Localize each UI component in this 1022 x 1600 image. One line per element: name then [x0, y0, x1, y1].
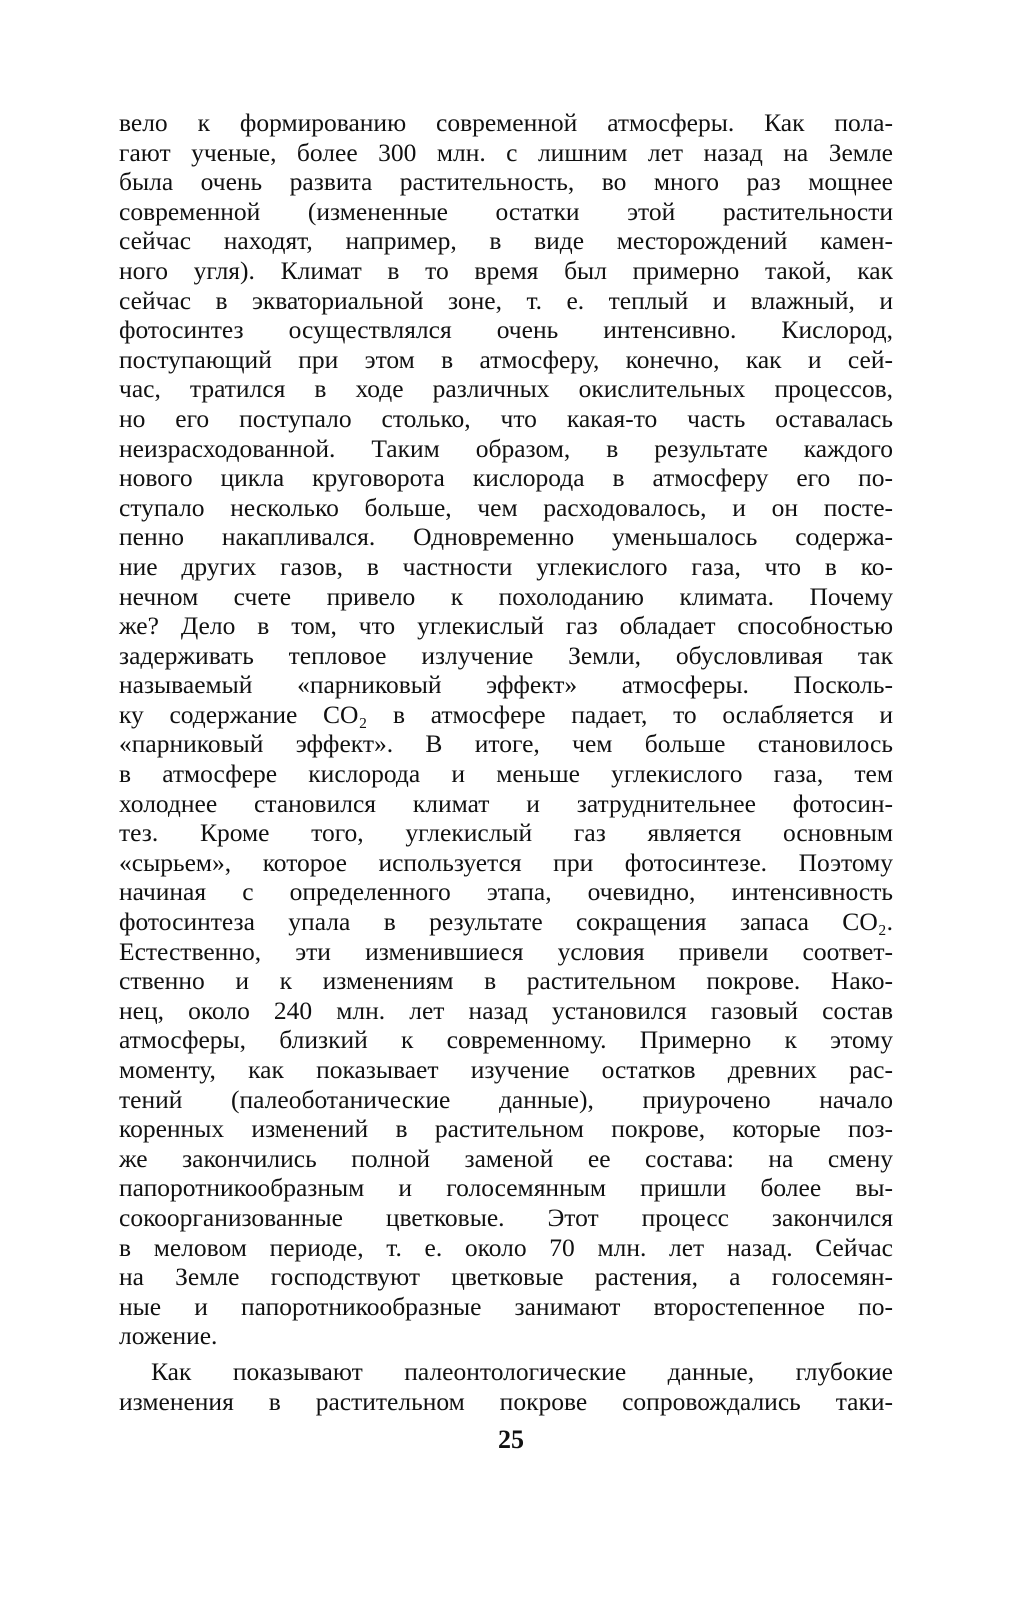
text-line: ступало несколько больше, чем расходовалось, и он посте-	[119, 492, 893, 522]
text-line: в меловом периоде, т. е. около 70 млн. лет назад. Сейчас	[119, 1232, 893, 1262]
text-line: же? Дело в том, что углекислый газ обладает способностью	[119, 611, 893, 641]
text-line: тений (палеоботанические данные), приурочено начало	[119, 1084, 893, 1114]
text-line: нечном счете привело к похолоданию климата. Почему	[119, 581, 893, 611]
text-line: коренных изменений в растительном покрове, которые поз-	[119, 1114, 893, 1144]
text-line: вело к формированию современной атмосферы. Как пола-	[119, 108, 893, 137]
text-line: «парниковый эффект». В итоге, чем больше становилось	[119, 729, 893, 759]
text-line: ные и папоротникообразные занимают второстепенное по-	[119, 1291, 893, 1321]
text-line: нец, около 240 млн. лет назад установился газовый состав	[119, 995, 893, 1025]
text-line: сейчас в экваториальной зоне, т. е. теплый и влажный, и	[119, 285, 893, 315]
text-line: холоднее становился климат и затруднительнее фотосин-	[119, 788, 893, 818]
text-line: ние других газов, в частности углекислого газа, что в ко-	[119, 551, 893, 581]
text-line: сейчас находят, например, в виде месторождений камен-	[119, 226, 893, 256]
text-line: Как показывают палеонтологические данные, глубокие	[151, 1356, 893, 1386]
text-line: называемый «парниковый эффект» атмосферы. Посколь-	[119, 670, 893, 700]
text-line: гают ученые, более 300 млн. с лишним лет назад на Земле	[119, 137, 893, 167]
text-line: нового цикла круговорота кислорода в атмосферу его по-	[119, 463, 893, 493]
text-line: фотосинтез осуществлялся очень интенсивно. Кислород,	[119, 315, 893, 345]
text-line: задерживать тепловое излучение Земли, обусловливая так	[119, 640, 893, 670]
text-line: ственно и к изменениям в растительном покрове. Нако-	[119, 966, 893, 996]
text-line: на Земле господствуют цветковые растения, а голосемян-	[119, 1262, 893, 1292]
text-line: неизрасходованной. Таким образом, в результате каждого	[119, 433, 893, 463]
text-line: изменения в растительном покрове сопровождались таки-	[119, 1386, 893, 1416]
text-line: в атмосфере кислорода и меньше углекислого газа, тем	[119, 759, 893, 789]
text-line: поступающий при этом в атмосферу, конечно, как и сей-	[119, 344, 893, 374]
body-text	[119, 108, 893, 1416]
text-line: моменту, как показывает изучение остатков древних рас-	[119, 1055, 893, 1084]
text-line: тез. Кроме того, углекислый газ является основным	[119, 818, 893, 848]
paragraph-2	[119, 1357, 893, 1416]
text-line: пенно накапливался. Одновременно уменьшалось содержа-	[119, 522, 893, 552]
text-line: сокоорганизованные цветковые. Этот процесс закончился	[119, 1202, 893, 1232]
text-line: ку содержание CO₂ в атмосфере падает, то ослабляется и	[119, 699, 893, 729]
text-line: Естественно, эти изменившиеся условия привели соответ-	[119, 936, 893, 966]
text-line: была очень развита растительность, во много раз мощнее	[119, 167, 893, 197]
text-line: но его поступало столько, что какая-то часть оставалась	[119, 403, 893, 433]
text-line: атмосферы, близкий к современному. Примерно к этому	[119, 1025, 893, 1055]
text-line: современной (измененные остатки этой растительности	[119, 196, 893, 226]
text-line: же закончились полной заменой ее состава: на смену	[119, 1143, 893, 1173]
page-number: 25	[498, 1425, 524, 1454]
text-line: ложение.	[119, 1321, 218, 1351]
text-line: фотосинтеза упала в результате сокращения запаса CO₂.	[119, 907, 893, 937]
text-line: начиная с определенного этапа, очевидно, интенсивность	[119, 877, 893, 907]
text-line: папоротникообразным и голосемянным пришли более вы-	[119, 1173, 893, 1203]
paragraph-1	[119, 108, 893, 1351]
text-line: «сырьем», которое используется при фотосинтезе. Поэтому	[119, 847, 893, 877]
text-line: час, тратился в ходе различных окислительных процессов,	[119, 374, 893, 404]
text-line: ного угля). Климат в то время был примерно такой, как	[119, 255, 893, 285]
